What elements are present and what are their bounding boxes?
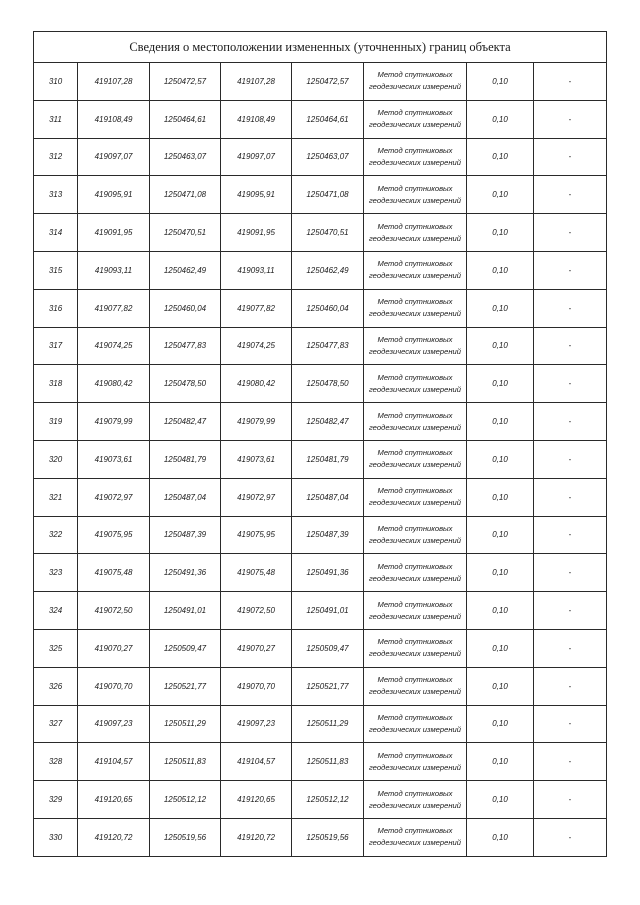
y-coordinate-new-cell: 1250478,50 — [292, 365, 364, 403]
note-cell: - — [534, 100, 607, 138]
x-coordinate-new-cell: 419120,65 — [221, 781, 292, 819]
x-coordinate-cell: 419097,07 — [78, 138, 150, 176]
accuracy-cell: 0,10 — [467, 138, 534, 176]
table-row — [34, 781, 607, 819]
note-cell: - — [534, 365, 607, 403]
x-coordinate-new-cell: 419072,50 — [221, 592, 292, 630]
point-number-cell: 315 — [34, 251, 78, 289]
y-coordinate-new-cell: 1250519,56 — [292, 818, 364, 856]
accuracy-cell: 0,10 — [467, 781, 534, 819]
point-number-cell: 325 — [34, 629, 78, 667]
table-row — [34, 138, 607, 176]
y-coordinate-new-cell: 1250511,83 — [292, 743, 364, 781]
table-row — [34, 214, 607, 252]
table-row — [34, 63, 607, 101]
note-cell: - — [534, 251, 607, 289]
table-row — [34, 176, 607, 214]
accuracy-cell: 0,10 — [467, 592, 534, 630]
y-coordinate-cell: 1250509,47 — [150, 629, 221, 667]
table-row — [34, 403, 607, 441]
x-coordinate-cell: 419075,95 — [78, 516, 150, 554]
table-row — [34, 365, 607, 403]
y-coordinate-cell: 1250471,08 — [150, 176, 221, 214]
x-coordinate-cell: 419079,99 — [78, 403, 150, 441]
y-coordinate-new-cell: 1250477,83 — [292, 327, 364, 365]
point-number-cell: 317 — [34, 327, 78, 365]
y-coordinate-new-cell: 1250487,04 — [292, 478, 364, 516]
y-coordinate-new-cell: 1250463,07 — [292, 138, 364, 176]
x-coordinate-new-cell: 419097,07 — [221, 138, 292, 176]
x-coordinate-cell: 419070,27 — [78, 629, 150, 667]
y-coordinate-cell: 1250482,47 — [150, 403, 221, 441]
method-cell: Метод спутниковых геодезических измерений — [364, 516, 467, 554]
point-number-cell: 316 — [34, 289, 78, 327]
boundary-coordinates-table — [33, 31, 607, 857]
method-cell: Метод спутниковых геодезических измерений — [364, 176, 467, 214]
method-cell: Метод спутниковых геодезических измерений — [364, 440, 467, 478]
y-coordinate-new-cell: 1250464,61 — [292, 100, 364, 138]
method-cell: Метод спутниковых геодезических измерений — [364, 365, 467, 403]
method-cell: Метод спутниковых геодезических измерений — [364, 705, 467, 743]
note-cell: - — [534, 781, 607, 819]
table-row — [34, 743, 607, 781]
x-coordinate-new-cell: 419107,28 — [221, 63, 292, 101]
y-coordinate-cell: 1250464,61 — [150, 100, 221, 138]
table-row — [34, 705, 607, 743]
y-coordinate-new-cell: 1250521,77 — [292, 667, 364, 705]
note-cell: - — [534, 327, 607, 365]
table-row — [34, 251, 607, 289]
note-cell: - — [534, 667, 607, 705]
accuracy-cell: 0,10 — [467, 403, 534, 441]
x-coordinate-cell: 419120,72 — [78, 818, 150, 856]
x-coordinate-new-cell: 419104,57 — [221, 743, 292, 781]
method-cell: Метод спутниковых геодезических измерений — [364, 554, 467, 592]
method-cell: Метод спутниковых геодезических измерений — [364, 214, 467, 252]
method-cell: Метод спутниковых геодезических измерений — [364, 403, 467, 441]
note-cell: - — [534, 705, 607, 743]
x-coordinate-cell: 419070,70 — [78, 667, 150, 705]
x-coordinate-new-cell: 419074,25 — [221, 327, 292, 365]
y-coordinate-cell: 1250521,77 — [150, 667, 221, 705]
y-coordinate-cell: 1250487,04 — [150, 478, 221, 516]
note-cell: - — [534, 478, 607, 516]
x-coordinate-cell: 419077,82 — [78, 289, 150, 327]
y-coordinate-cell: 1250477,83 — [150, 327, 221, 365]
accuracy-cell: 0,10 — [467, 818, 534, 856]
point-number-cell: 323 — [34, 554, 78, 592]
method-cell: Метод спутниковых геодезических измерений — [364, 743, 467, 781]
y-coordinate-cell: 1250470,51 — [150, 214, 221, 252]
note-cell: - — [534, 176, 607, 214]
point-number-cell: 326 — [34, 667, 78, 705]
point-number-cell: 319 — [34, 403, 78, 441]
y-coordinate-new-cell: 1250512,12 — [292, 781, 364, 819]
table-row — [34, 818, 607, 856]
y-coordinate-cell: 1250512,12 — [150, 781, 221, 819]
x-coordinate-new-cell: 419108,49 — [221, 100, 292, 138]
y-coordinate-cell: 1250491,01 — [150, 592, 221, 630]
table-title: Сведения о местоположении измененных (уточненных) границ объекта — [34, 32, 607, 63]
y-coordinate-cell: 1250478,50 — [150, 365, 221, 403]
accuracy-cell: 0,10 — [467, 289, 534, 327]
y-coordinate-new-cell: 1250462,49 — [292, 251, 364, 289]
x-coordinate-new-cell: 419075,48 — [221, 554, 292, 592]
accuracy-cell: 0,10 — [467, 667, 534, 705]
x-coordinate-cell: 419107,28 — [78, 63, 150, 101]
note-cell: - — [534, 138, 607, 176]
y-coordinate-cell: 1250472,57 — [150, 63, 221, 101]
y-coordinate-new-cell: 1250481,79 — [292, 440, 364, 478]
x-coordinate-cell: 419095,91 — [78, 176, 150, 214]
accuracy-cell: 0,10 — [467, 63, 534, 101]
point-number-cell: 321 — [34, 478, 78, 516]
accuracy-cell: 0,10 — [467, 705, 534, 743]
x-coordinate-new-cell: 419073,61 — [221, 440, 292, 478]
y-coordinate-cell: 1250487,39 — [150, 516, 221, 554]
accuracy-cell: 0,10 — [467, 516, 534, 554]
accuracy-cell: 0,10 — [467, 554, 534, 592]
x-coordinate-new-cell: 419097,23 — [221, 705, 292, 743]
table-row — [34, 100, 607, 138]
y-coordinate-new-cell: 1250470,51 — [292, 214, 364, 252]
y-coordinate-cell: 1250519,56 — [150, 818, 221, 856]
x-coordinate-new-cell: 419093,11 — [221, 251, 292, 289]
method-cell: Метод спутниковых геодезических измерений — [364, 629, 467, 667]
method-cell: Метод спутниковых геодезических измерений — [364, 592, 467, 630]
y-coordinate-new-cell: 1250487,39 — [292, 516, 364, 554]
accuracy-cell: 0,10 — [467, 365, 534, 403]
method-cell: Метод спутниковых геодезических измерений — [364, 327, 467, 365]
table-row — [34, 327, 607, 365]
x-coordinate-cell: 419074,25 — [78, 327, 150, 365]
note-cell: - — [534, 743, 607, 781]
x-coordinate-cell: 419108,49 — [78, 100, 150, 138]
point-number-cell: 324 — [34, 592, 78, 630]
point-number-cell: 318 — [34, 365, 78, 403]
x-coordinate-new-cell: 419079,99 — [221, 403, 292, 441]
y-coordinate-cell: 1250511,83 — [150, 743, 221, 781]
x-coordinate-cell: 419091,95 — [78, 214, 150, 252]
y-coordinate-new-cell: 1250482,47 — [292, 403, 364, 441]
note-cell: - — [534, 403, 607, 441]
x-coordinate-cell: 419072,97 — [78, 478, 150, 516]
note-cell: - — [534, 818, 607, 856]
x-coordinate-new-cell: 419120,72 — [221, 818, 292, 856]
x-coordinate-new-cell: 419091,95 — [221, 214, 292, 252]
point-number-cell: 311 — [34, 100, 78, 138]
method-cell: Метод спутниковых геодезических измерений — [364, 63, 467, 101]
y-coordinate-new-cell: 1250472,57 — [292, 63, 364, 101]
accuracy-cell: 0,10 — [467, 100, 534, 138]
accuracy-cell: 0,10 — [467, 214, 534, 252]
x-coordinate-cell: 419073,61 — [78, 440, 150, 478]
x-coordinate-cell: 419080,42 — [78, 365, 150, 403]
x-coordinate-cell: 419072,50 — [78, 592, 150, 630]
y-coordinate-cell: 1250511,29 — [150, 705, 221, 743]
method-cell: Метод спутниковых геодезических измерений — [364, 289, 467, 327]
point-number-cell: 330 — [34, 818, 78, 856]
note-cell: - — [534, 592, 607, 630]
table-row — [34, 592, 607, 630]
point-number-cell: 329 — [34, 781, 78, 819]
x-coordinate-new-cell: 419070,27 — [221, 629, 292, 667]
point-number-cell: 312 — [34, 138, 78, 176]
method-cell: Метод спутниковых геодезических измерений — [364, 100, 467, 138]
x-coordinate-cell: 419093,11 — [78, 251, 150, 289]
y-coordinate-new-cell: 1250471,08 — [292, 176, 364, 214]
y-coordinate-new-cell: 1250491,01 — [292, 592, 364, 630]
method-cell: Метод спутниковых геодезических измерений — [364, 781, 467, 819]
table-row — [34, 440, 607, 478]
note-cell: - — [534, 516, 607, 554]
note-cell: - — [534, 214, 607, 252]
method-cell: Метод спутниковых геодезических измерений — [364, 478, 467, 516]
x-coordinate-new-cell: 419072,97 — [221, 478, 292, 516]
accuracy-cell: 0,10 — [467, 440, 534, 478]
table-row — [34, 667, 607, 705]
x-coordinate-cell: 419097,23 — [78, 705, 150, 743]
table-row — [34, 516, 607, 554]
accuracy-cell: 0,10 — [467, 176, 534, 214]
method-cell: Метод спутниковых геодезических измерений — [364, 667, 467, 705]
note-cell: - — [534, 440, 607, 478]
x-coordinate-cell: 419104,57 — [78, 743, 150, 781]
point-number-cell: 322 — [34, 516, 78, 554]
x-coordinate-new-cell: 419075,95 — [221, 516, 292, 554]
table-row — [34, 289, 607, 327]
accuracy-cell: 0,10 — [467, 251, 534, 289]
x-coordinate-cell: 419075,48 — [78, 554, 150, 592]
point-number-cell: 328 — [34, 743, 78, 781]
y-coordinate-cell: 1250462,49 — [150, 251, 221, 289]
x-coordinate-new-cell: 419080,42 — [221, 365, 292, 403]
point-number-cell: 314 — [34, 214, 78, 252]
table-row — [34, 478, 607, 516]
y-coordinate-new-cell: 1250460,04 — [292, 289, 364, 327]
point-number-cell: 320 — [34, 440, 78, 478]
y-coordinate-cell: 1250491,36 — [150, 554, 221, 592]
accuracy-cell: 0,10 — [467, 478, 534, 516]
y-coordinate-cell: 1250460,04 — [150, 289, 221, 327]
y-coordinate-new-cell: 1250509,47 — [292, 629, 364, 667]
method-cell: Метод спутниковых геодезических измерений — [364, 251, 467, 289]
y-coordinate-new-cell: 1250491,36 — [292, 554, 364, 592]
x-coordinate-new-cell: 419095,91 — [221, 176, 292, 214]
note-cell: - — [534, 629, 607, 667]
point-number-cell: 313 — [34, 176, 78, 214]
note-cell: - — [534, 63, 607, 101]
y-coordinate-cell: 1250463,07 — [150, 138, 221, 176]
point-number-cell: 327 — [34, 705, 78, 743]
table-row — [34, 554, 607, 592]
point-number-cell: 310 — [34, 63, 78, 101]
y-coordinate-cell: 1250481,79 — [150, 440, 221, 478]
y-coordinate-new-cell: 1250511,29 — [292, 705, 364, 743]
x-coordinate-new-cell: 419077,82 — [221, 289, 292, 327]
table-row — [34, 629, 607, 667]
method-cell: Метод спутниковых геодезических измерений — [364, 138, 467, 176]
note-cell: - — [534, 289, 607, 327]
accuracy-cell: 0,10 — [467, 629, 534, 667]
x-coordinate-cell: 419120,65 — [78, 781, 150, 819]
accuracy-cell: 0,10 — [467, 327, 534, 365]
x-coordinate-new-cell: 419070,70 — [221, 667, 292, 705]
accuracy-cell: 0,10 — [467, 743, 534, 781]
note-cell: - — [534, 554, 607, 592]
method-cell: Метод спутниковых геодезических измерений — [364, 818, 467, 856]
